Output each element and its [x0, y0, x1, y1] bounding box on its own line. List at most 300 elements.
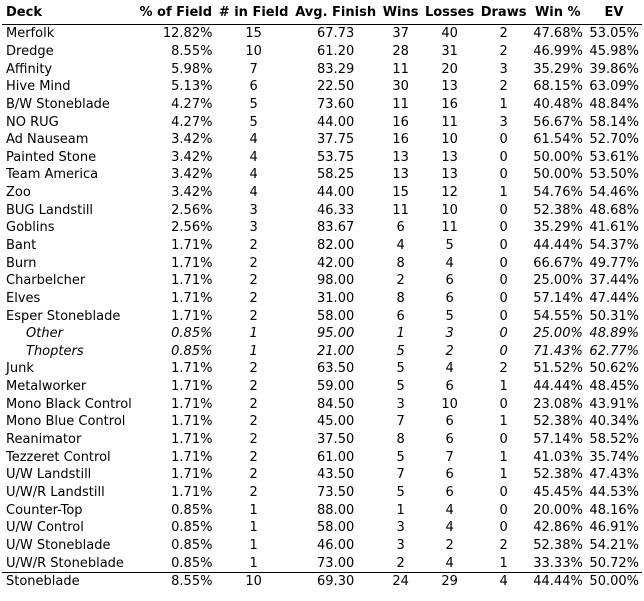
avg-finish-cell: 73.60 [317, 96, 355, 112]
table-row [2, 78, 642, 96]
wins-cell: 6 [396, 220, 405, 236]
ev-cell: 35.74% [589, 449, 639, 465]
table-row [2, 166, 642, 184]
win-pct-cell: 33.33% [533, 555, 583, 571]
draws-cell: 0 [499, 167, 508, 183]
pct-of-field-cell: 1.71% [171, 308, 213, 324]
pct-of-field-cell: 3.42% [171, 132, 213, 148]
wins-cell: 24 [380, 572, 422, 590]
wins-cell: 8 [396, 432, 405, 448]
deck-name-cell: U/W Stoneblade [6, 537, 111, 553]
table-row [2, 290, 642, 308]
ev-cell: 39.86% [589, 61, 639, 77]
ev-cell: 41.61% [589, 220, 639, 236]
avg-finish-cell: 63.50 [317, 361, 355, 377]
win-pct-cell: 54.55% [533, 308, 583, 324]
num-in-field-cell: 2 [249, 396, 258, 412]
losses-cell: 13 [441, 79, 458, 95]
win-pct-cell: 46.99% [533, 43, 583, 59]
ev-cell: 54.21% [589, 537, 639, 553]
draws-cell: 0 [499, 326, 508, 342]
win-pct-cell: 71.43% [533, 343, 583, 359]
losses-cell: 7 [445, 449, 454, 465]
wins-cell: 11 [392, 96, 409, 112]
losses-cell: 31 [441, 43, 458, 59]
deck-name-cell: BUG Landstill [6, 202, 94, 218]
losses-cell: 13 [441, 167, 458, 183]
losses-cell: 11 [441, 114, 458, 130]
win-pct-cell: 52.38% [533, 467, 583, 483]
losses-cell: 10 [441, 132, 458, 148]
table-header-row [2, 0, 642, 25]
deck-name-cell: Stoneblade [2, 572, 136, 590]
wins-cell: 3 [396, 520, 405, 536]
avg-finish-cell: 95.00 [317, 326, 355, 342]
wins-cell: 8 [396, 290, 405, 306]
win-pct-cell: 54.76% [533, 185, 583, 201]
deck-name-cell: U/W Landstill [6, 467, 92, 483]
draws-cell: 0 [499, 502, 508, 518]
table-row [2, 501, 642, 519]
deck-name-cell: Metalworker [6, 379, 87, 395]
win-pct-cell: 44.44% [533, 379, 583, 395]
ev-cell: 43.91% [589, 396, 639, 412]
avg-finish-cell: 83.67 [317, 220, 355, 236]
draws-cell: 0 [499, 308, 508, 324]
draws-cell: 3 [499, 114, 508, 130]
pct-of-field-cell: 1.71% [171, 238, 213, 253]
win-pct-cell: 42.86% [533, 520, 583, 536]
num-in-field-cell: 2 [249, 467, 258, 483]
table-row [2, 272, 642, 290]
wins-cell: 1 [396, 502, 405, 518]
avg-finish-cell: 83.29 [317, 61, 355, 77]
avg-finish-cell: 58.00 [317, 520, 355, 536]
pct-of-field-cell: 8.55% [136, 572, 215, 590]
ev-cell: 47.44% [589, 290, 639, 306]
win-pct-cell: 44.44% [530, 572, 586, 590]
pct-of-field-cell: 1.71% [171, 396, 213, 412]
table-row [2, 378, 642, 396]
table-row [2, 237, 642, 255]
draws-cell: 2 [499, 361, 508, 377]
header-win-pct: Win % [530, 0, 586, 25]
losses-cell: 6 [445, 379, 454, 395]
ev-cell: 50.00% [586, 572, 642, 590]
draws-cell: 1 [499, 96, 508, 112]
ev-cell: 48.68% [589, 202, 639, 218]
wins-cell: 2 [396, 555, 405, 571]
losses-cell: 10 [441, 396, 458, 412]
table-row [2, 572, 642, 590]
ev-cell: 44.53% [589, 484, 639, 500]
header-deck: Deck [2, 0, 136, 25]
deck-name-cell: Affinity [6, 61, 53, 77]
avg-finish-cell: 37.75 [317, 132, 355, 148]
draws-cell: 0 [499, 132, 508, 148]
wins-cell: 8 [396, 255, 405, 271]
table-row [2, 43, 642, 61]
deck-name-cell: Reanimator [6, 432, 82, 448]
ev-cell: 50.72% [589, 555, 639, 571]
win-pct-cell: 57.14% [533, 290, 583, 306]
avg-finish-cell: 69.30 [292, 572, 380, 590]
losses-cell: 4 [445, 520, 454, 536]
losses-cell: 4 [445, 255, 454, 271]
avg-finish-cell: 67.73 [317, 26, 355, 42]
pct-of-field-cell: 8.55% [171, 43, 213, 59]
draws-cell: 4 [477, 572, 529, 590]
table-row [2, 343, 642, 361]
draws-cell: 2 [499, 79, 508, 95]
draws-cell: 0 [499, 149, 508, 165]
win-pct-cell: 23.08% [533, 396, 583, 412]
avg-finish-cell: 73.00 [317, 555, 355, 571]
losses-cell: 5 [445, 308, 454, 324]
ev-cell: 58.14% [589, 114, 639, 130]
ev-cell: 53.05% [589, 26, 639, 42]
num-in-field-cell: 4 [249, 167, 258, 183]
wins-cell: 5 [396, 449, 405, 465]
deck-name-cell: Hive Mind [6, 79, 71, 95]
ev-cell: 50.31% [589, 308, 639, 324]
win-pct-cell: 45.45% [533, 484, 583, 500]
table-row [2, 96, 642, 114]
avg-finish-cell: 22.50 [317, 79, 355, 95]
losses-cell: 5 [445, 238, 454, 253]
pct-of-field-cell: 4.27% [171, 96, 213, 112]
num-in-field-cell: 4 [249, 149, 258, 165]
ev-cell: 48.89% [589, 326, 639, 342]
win-pct-cell: 52.38% [533, 414, 583, 430]
win-pct-cell: 50.00% [533, 167, 583, 183]
avg-finish-cell: 44.00 [317, 185, 355, 201]
num-in-field-cell: 2 [249, 361, 258, 377]
num-in-field-cell: 1 [249, 537, 258, 553]
pct-of-field-cell: 3.42% [171, 149, 213, 165]
pct-of-field-cell: 1.71% [171, 379, 213, 395]
deck-name-cell: Goblins [6, 220, 55, 236]
avg-finish-cell: 98.00 [317, 273, 355, 289]
num-in-field-cell: 2 [249, 432, 258, 448]
draws-cell: 2 [499, 26, 508, 42]
wins-cell: 11 [392, 202, 409, 218]
losses-cell: 16 [441, 96, 458, 112]
losses-cell: 2 [445, 343, 454, 359]
num-in-field-cell: 4 [249, 185, 258, 201]
losses-cell: 3 [445, 326, 454, 342]
num-in-field-cell: 5 [249, 96, 258, 112]
header-num-in-field: # in Field [215, 0, 291, 25]
win-pct-cell: 57.14% [533, 432, 583, 448]
deck-name-cell: U/W/R Stoneblade [6, 555, 124, 571]
ev-cell: 48.84% [589, 96, 639, 112]
header-draws: Draws [477, 0, 529, 25]
num-in-field-cell: 1 [249, 555, 258, 571]
win-pct-cell: 50.00% [533, 149, 583, 165]
num-in-field-cell: 15 [245, 26, 262, 42]
deck-name-cell: Zoo [6, 185, 31, 201]
losses-cell: 10 [441, 202, 458, 218]
ev-cell: 49.77% [589, 255, 639, 271]
draws-cell: 1 [499, 467, 508, 483]
avg-finish-cell: 21.00 [317, 343, 355, 359]
win-pct-cell: 41.03% [533, 449, 583, 465]
pct-of-field-cell: 0.85% [171, 555, 213, 571]
pct-of-field-cell: 1.71% [171, 484, 213, 500]
table-row [2, 537, 642, 555]
num-in-field-cell: 1 [249, 326, 258, 342]
draws-cell: 0 [499, 290, 508, 306]
losses-cell: 6 [445, 432, 454, 448]
losses-cell: 12 [441, 185, 458, 201]
losses-cell: 29 [422, 572, 478, 590]
win-pct-cell: 44.44% [533, 238, 583, 253]
losses-cell: 20 [441, 61, 458, 77]
draws-cell: 3 [499, 61, 508, 77]
pct-of-field-cell: 2.56% [171, 202, 213, 218]
win-pct-cell: 52.38% [533, 537, 583, 553]
table-row [2, 113, 642, 131]
deck-name-cell: Tezzeret Control [6, 449, 111, 465]
table-row [2, 325, 642, 343]
deck-name-cell: Ad Nauseam [6, 132, 89, 148]
table-row [2, 413, 642, 431]
pct-of-field-cell: 0.85% [171, 326, 213, 342]
deck-name-cell: U/W Control [6, 520, 84, 536]
deck-name-cell: Other [26, 326, 63, 342]
losses-cell: 6 [445, 290, 454, 306]
draws-cell: 0 [499, 238, 508, 253]
avg-finish-cell: 84.50 [317, 396, 355, 412]
avg-finish-cell: 58.25 [317, 167, 355, 183]
win-pct-cell: 61.54% [533, 132, 583, 148]
header-ev: EV [586, 0, 642, 25]
avg-finish-cell: 73.50 [317, 484, 355, 500]
wins-cell: 1 [396, 326, 405, 342]
draws-cell: 0 [499, 255, 508, 271]
pct-of-field-cell: 1.71% [171, 432, 213, 448]
deck-name-cell: Elves [6, 290, 41, 306]
deck-name-cell: Junk [6, 361, 34, 377]
table-row [2, 466, 642, 484]
draws-cell: 1 [499, 414, 508, 430]
table-row [2, 254, 642, 272]
avg-finish-cell: 46.00 [317, 537, 355, 553]
table-row [2, 307, 642, 325]
deck-name-cell: Team America [6, 167, 99, 183]
table-row [2, 484, 642, 502]
ev-cell: 52.70% [589, 132, 639, 148]
deck-name-cell: NO RUG [6, 114, 59, 130]
num-in-field-cell: 2 [249, 449, 258, 465]
draws-cell: 0 [499, 432, 508, 448]
ev-cell: 46.91% [589, 520, 639, 536]
num-in-field-cell: 2 [249, 484, 258, 500]
wins-cell: 4 [396, 238, 405, 253]
losses-cell: 4 [445, 502, 454, 518]
num-in-field-cell: 3 [249, 220, 258, 236]
wins-cell: 13 [392, 149, 409, 165]
table-row [2, 554, 642, 572]
header-losses: Losses [422, 0, 478, 25]
wins-cell: 7 [396, 467, 405, 483]
wins-cell: 2 [396, 273, 405, 289]
pct-of-field-cell: 0.85% [171, 502, 213, 518]
pct-of-field-cell: 0.85% [171, 537, 213, 553]
pct-of-field-cell: 3.42% [171, 167, 213, 183]
pct-of-field-cell: 1.71% [171, 255, 213, 271]
win-pct-cell: 47.68% [533, 26, 583, 42]
pct-of-field-cell: 0.85% [171, 343, 213, 359]
deck-name-cell: Burn [6, 255, 37, 271]
table-row [2, 184, 642, 202]
draws-cell: 0 [499, 220, 508, 236]
table-row [2, 519, 642, 537]
pct-of-field-cell: 1.71% [171, 361, 213, 377]
num-in-field-cell: 4 [249, 132, 258, 148]
avg-finish-cell: 59.00 [317, 379, 355, 395]
wins-cell: 13 [392, 167, 409, 183]
draws-cell: 1 [499, 185, 508, 201]
draws-cell: 1 [499, 379, 508, 395]
draws-cell: 2 [499, 537, 508, 553]
draws-cell: 0 [499, 343, 508, 359]
draws-cell: 1 [499, 555, 508, 571]
pct-of-field-cell: 12.82% [162, 26, 213, 42]
wins-cell: 6 [396, 308, 405, 324]
win-pct-cell: 66.67% [533, 255, 583, 271]
ev-cell: 53.50% [589, 167, 639, 183]
avg-finish-cell: 82.00 [317, 238, 355, 253]
ev-cell: 53.61% [589, 149, 639, 165]
losses-cell: 40 [441, 26, 458, 42]
table-body [2, 25, 642, 591]
num-in-field-cell: 1 [249, 520, 258, 536]
avg-finish-cell: 61.00 [317, 449, 355, 465]
deck-name-cell: Bant [6, 238, 37, 253]
avg-finish-cell: 58.00 [317, 308, 355, 324]
losses-cell: 6 [445, 467, 454, 483]
wins-cell: 5 [396, 379, 405, 395]
deck-name-cell: Mono Black Control [6, 396, 132, 412]
deck-name-cell: Merfolk [6, 26, 55, 42]
wins-cell: 28 [392, 43, 409, 59]
draws-cell: 0 [499, 273, 508, 289]
table-row [2, 148, 642, 166]
deck-results-table [2, 0, 642, 591]
num-in-field-cell: 1 [249, 502, 258, 518]
num-in-field-cell: 2 [249, 290, 258, 306]
table-row [2, 25, 642, 43]
avg-finish-cell: 37.50 [317, 432, 355, 448]
pct-of-field-cell: 0.85% [171, 520, 213, 536]
draws-cell: 0 [499, 484, 508, 500]
win-pct-cell: 35.29% [533, 220, 583, 236]
table-row [2, 131, 642, 149]
win-pct-cell: 25.00% [533, 273, 583, 289]
deck-name-cell: Counter-Top [6, 502, 83, 518]
ev-cell: 63.09% [589, 79, 639, 95]
losses-cell: 4 [445, 555, 454, 571]
win-pct-cell: 52.38% [533, 202, 583, 218]
pct-of-field-cell: 5.13% [171, 79, 213, 95]
pct-of-field-cell: 1.71% [171, 467, 213, 483]
wins-cell: 3 [396, 537, 405, 553]
pct-of-field-cell: 5.98% [171, 61, 213, 77]
wins-cell: 16 [392, 114, 409, 130]
win-pct-cell: 25.00% [533, 326, 583, 342]
win-pct-cell: 20.00% [533, 502, 583, 518]
num-in-field-cell: 7 [249, 61, 258, 77]
pct-of-field-cell: 1.71% [171, 414, 213, 430]
deck-name-cell: Thopters [26, 343, 84, 359]
deck-name-cell: Painted Stone [6, 149, 97, 165]
ev-cell: 54.37% [589, 238, 639, 253]
wins-cell: 7 [396, 414, 405, 430]
win-pct-cell: 56.67% [533, 114, 583, 130]
draws-cell: 1 [499, 449, 508, 465]
ev-cell: 54.46% [589, 185, 639, 201]
num-in-field-cell: 2 [249, 273, 258, 289]
avg-finish-cell: 46.33 [317, 202, 355, 218]
avg-finish-cell: 53.75 [317, 149, 355, 165]
losses-cell: 6 [445, 273, 454, 289]
num-in-field-cell: 2 [249, 238, 258, 253]
wins-cell: 5 [396, 361, 405, 377]
deck-name-cell: B/W Stoneblade [6, 96, 110, 112]
table-row [2, 448, 642, 466]
losses-cell: 13 [441, 149, 458, 165]
ev-cell: 40.34% [589, 414, 639, 430]
ev-cell: 50.62% [589, 361, 639, 377]
losses-cell: 2 [445, 537, 454, 553]
num-in-field-cell: 3 [249, 202, 258, 218]
deck-name-cell: Esper Stoneblade [6, 308, 121, 324]
deck-name-cell: U/W/R Landstill [6, 484, 105, 500]
table-row [2, 431, 642, 449]
header-pct-of-field: % of Field [136, 0, 215, 25]
ev-cell: 48.16% [589, 502, 639, 518]
num-in-field-cell: 1 [249, 343, 258, 359]
ev-cell: 62.77% [589, 343, 639, 359]
draws-cell: 0 [499, 396, 508, 412]
losses-cell: 11 [441, 220, 458, 236]
num-in-field-cell: 2 [249, 379, 258, 395]
num-in-field-cell: 2 [249, 255, 258, 271]
ev-cell: 37.44% [589, 273, 639, 289]
avg-finish-cell: 43.50 [317, 467, 355, 483]
pct-of-field-cell: 2.56% [171, 220, 213, 236]
ev-cell: 48.45% [589, 379, 639, 395]
win-pct-cell: 35.29% [533, 61, 583, 77]
avg-finish-cell: 31.00 [317, 290, 355, 306]
table-row [2, 201, 642, 219]
num-in-field-cell: 10 [215, 572, 291, 590]
wins-cell: 30 [392, 79, 409, 95]
table-row [2, 395, 642, 413]
wins-cell: 5 [396, 343, 405, 359]
table-row [2, 60, 642, 78]
wins-cell: 11 [392, 61, 409, 77]
table-row [2, 219, 642, 237]
avg-finish-cell: 61.20 [317, 43, 355, 59]
deck-name-cell: Charbelcher [6, 273, 86, 289]
header-wins: Wins [380, 0, 422, 25]
draws-cell: 0 [499, 520, 508, 536]
wins-cell: 37 [392, 26, 409, 42]
deck-name-cell: Mono Blue Control [6, 414, 126, 430]
